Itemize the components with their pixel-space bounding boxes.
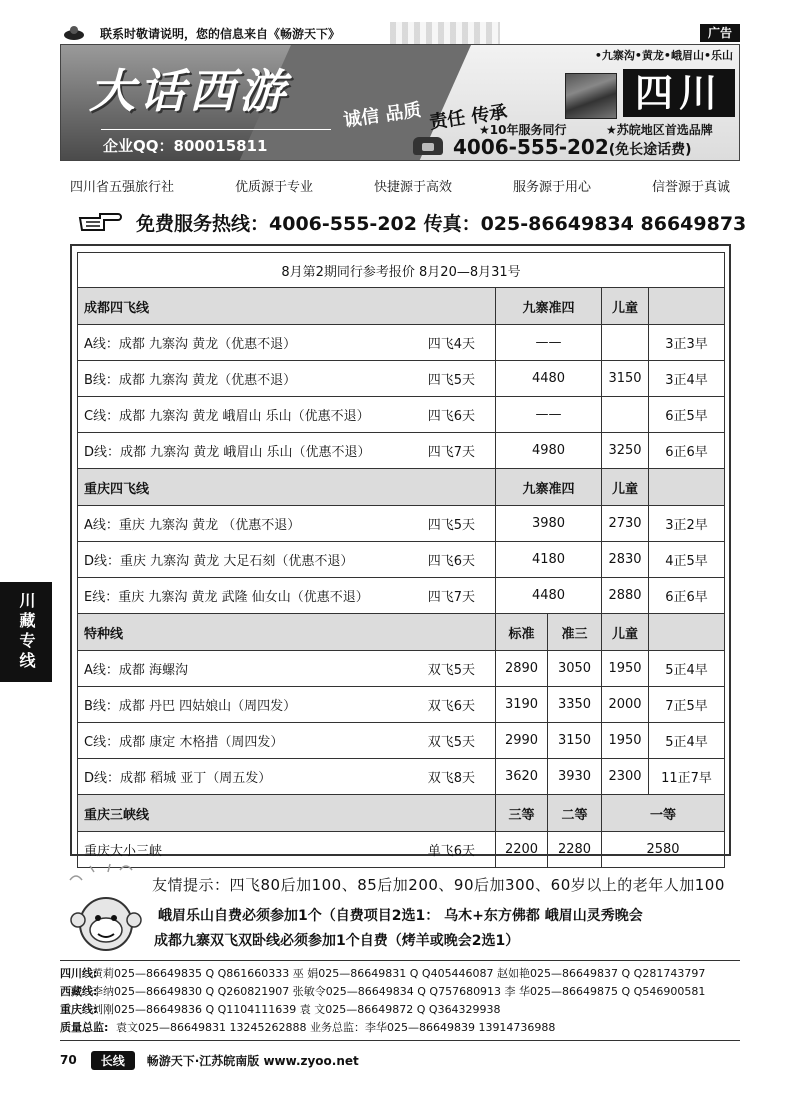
motto-item: 优质源于专业 [234,180,313,195]
hotline-fax: 免费服务热线：4006-555-202 传真：025-86649834 86649873 [136,213,747,235]
side-tab: 川藏专线 [0,582,52,682]
route-line [84,550,489,569]
route-line [84,514,489,533]
contact-row [60,1001,740,1019]
route-line [84,695,489,714]
table-row [78,397,725,433]
table-caption-row [78,253,725,288]
column-header: 九寨准四 [496,469,602,506]
section-title: 特种线 [78,614,496,651]
meals-cell: 6正6早 [649,433,725,469]
agency-banner [60,44,740,161]
price-table-frame [70,244,731,859]
route-cell [78,325,496,361]
child-price-cell: 3250 [602,433,649,469]
route-line [84,369,489,388]
section-title: 成都四飞线 [78,288,496,325]
table-row [78,723,725,759]
route-duration: 四飞5天 [427,518,475,533]
table-row [78,433,725,469]
price-cell: 3150 [548,723,602,759]
price-cell: 2580 [602,832,725,868]
company-qq: 企业QQ：800015811 [103,137,268,155]
table-row [78,325,725,361]
meals-cell: 11正7早 [649,759,725,795]
column-header-empty [649,614,725,651]
motto-item: 快捷源于高效 [373,180,452,195]
scenery-photo [565,73,617,119]
contact-row [60,965,740,983]
table-row [78,578,725,614]
price-cell: 4480 [496,361,602,397]
child-price-cell: 2300 [602,759,649,795]
child-price-cell: 1950 [602,651,649,687]
route-line [84,586,489,605]
table-row [78,361,725,397]
route-cell [78,361,496,397]
route-duration: 双飞5天 [427,735,475,750]
section-header-row [78,614,725,651]
route-name: D线：成都 稻城 亚丁（周五发） [84,771,272,786]
route-duration: 双飞8天 [427,771,475,786]
hotline-number: 4006-555-202 [453,135,609,159]
motto-item: 信誉源于真诚 [651,180,730,195]
tagline-brand: ★苏皖地区首选品牌 [606,123,713,137]
self-pay-note-2: 成都九寨双飞双卧线必须参加1个自费（烤羊或晚会2选1） [154,933,520,949]
table-row [78,651,725,687]
price-cell: 2200 [496,832,548,868]
tagline-service: ★10年服务同行 [479,123,567,137]
route-name: A线：重庆 九寨沟 黄龙 （优惠不退） [84,518,301,533]
hotline-row [78,206,747,240]
contact-label: 质量总监: [60,1021,109,1034]
section-title: 重庆四飞线 [78,469,496,506]
publisher-logo-icon [62,25,86,41]
page-number: 70 [60,1053,77,1067]
column-header: 儿童 [602,288,649,325]
column-header: 一等 [602,795,725,832]
route-cell [78,578,496,614]
price-cell: 4180 [496,542,602,578]
pointing-hand-icon [78,210,122,234]
price-cell: 3930 [548,759,602,795]
route-name: B线：成都 丹巴 四姑娘山（周四发） [84,699,297,714]
meals-cell: 3正4早 [649,361,725,397]
table-caption: 8月第2期同行参考报价 8月20—8月31号 [78,253,725,288]
price-cell: —— [496,397,602,433]
column-header: 九寨准四 [496,288,602,325]
route-name: C线：成都 九寨沟 黄龙 峨眉山 乐山（优惠不退） [84,409,370,424]
price-cell: 3050 [548,651,602,687]
route-name: C线：成都 康定 木格措（周四发） [84,735,284,750]
meals-cell: 5正4早 [649,723,725,759]
column-header: 儿童 [602,614,649,651]
source-note: 联系时敬请说明，您的信息来自《畅游天下》 [100,27,341,41]
slogan-right: 责任 传承 [428,101,509,134]
contact-row [60,1019,740,1037]
contact-label: 重庆线: [60,1003,98,1016]
price-cell: 3980 [496,506,602,542]
brand-logo: 大话西游 [89,64,289,118]
meals-cell: 3正2早 [649,506,725,542]
contact-label: 四川线: [60,967,98,980]
contact-list [60,960,740,1037]
meals-cell: 6正5早 [649,397,725,433]
telephone-icon [413,137,443,155]
route-line [84,767,489,786]
contact-value: 黄莉025—86649835 Q Q861660333 巫 娟025—86649831 Q Q405446087 赵如艳025—86649837 Q Q281743797 [92,967,706,980]
child-price-cell [602,325,649,361]
route-cell [78,723,496,759]
price-cell: 2890 [496,651,548,687]
route-duration: 四飞7天 [427,590,475,605]
child-price-cell: 3150 [602,361,649,397]
meals-cell: 4正5早 [649,542,725,578]
destinations: •九寨沟•黄龙•峨眉山•乐山 [594,49,733,62]
contact-label: 西藏线: [60,985,98,998]
motto-item: 服务源于用心 [512,180,591,195]
route-name: D线：成都 九寨沟 黄龙 峨眉山 乐山（优惠不退） [84,445,371,460]
monkey-mascot-icon [60,860,152,956]
section-title: 重庆三峡线 [78,795,496,832]
route-cell [78,433,496,469]
slogan-left: 诚信 品质 [342,99,423,132]
child-price-cell: 2730 [602,506,649,542]
footer-divider [60,1040,740,1041]
route-duration: 四飞4天 [427,337,475,352]
route-cell [78,759,496,795]
motto-row [70,176,730,195]
route-duration: 四飞6天 [427,554,475,569]
column-header: 标准 [496,614,548,651]
route-cell [78,687,496,723]
child-price-cell: 2880 [602,578,649,614]
price-cell: 2990 [496,723,548,759]
route-duration: 四飞6天 [427,409,475,424]
table-row [78,759,725,795]
price-cell: 4480 [496,578,602,614]
meals-cell: 6正6早 [649,578,725,614]
column-header: 二等 [548,795,602,832]
price-table [77,252,725,868]
province-badge: 四川 [623,69,735,117]
route-line [84,405,489,424]
section-header-row [78,469,725,506]
section-header-row [78,288,725,325]
price-cell: —— [496,325,602,361]
contact-row [60,983,740,1001]
hotline-note: (免长途话费) [608,142,692,158]
self-pay-note-1: 峨眉乐山自费必须参加1个（自费项目2选1： 乌木+东方佛都 峨眉山灵秀晚会 [158,908,643,924]
route-name: D线：重庆 九寨沟 黄龙 大足石刻（优惠不退） [84,554,354,569]
route-line [84,840,489,859]
category-badge: 长线 [91,1051,135,1070]
route-line [84,441,489,460]
friendly-tip: 友情提示：四飞80后加100、85后加200、90后加300、60岁以上的老年人加100 [152,876,725,894]
route-name: E线：重庆 九寨沟 黄龙 武隆 仙女山（优惠不退） [84,590,369,605]
meals-cell: 5正4早 [649,651,725,687]
table-row [78,542,725,578]
section-header-row [78,795,725,832]
route-line [84,333,489,352]
contact-value: 刘刚025—86649836 Q Q1104111639 袁 文025—86649872 Q Q364329938 [92,1003,501,1016]
route-duration: 四飞5天 [427,373,475,388]
table-row [78,832,725,868]
column-header: 准三 [548,614,602,651]
price-cell: 4980 [496,433,602,469]
route-duration: 双飞6天 [427,699,475,714]
child-price-cell: 1950 [602,723,649,759]
column-header: 三等 [496,795,548,832]
route-cell [78,397,496,433]
price-cell: 3620 [496,759,548,795]
divider [101,129,331,130]
decorative-pattern [390,22,500,44]
route-name: A线：成都 九寨沟 黄龙（优惠不退） [84,337,297,352]
column-header-empty [649,469,725,506]
ad-tag: 广告 [700,24,740,42]
route-duration: 双飞5天 [427,663,475,678]
contact-value: 袁文025—86649831 13245262888 业务总监：李华025—86649839 13914736988 [116,1021,556,1034]
child-price-cell: 2000 [602,687,649,723]
route-line [84,659,489,678]
route-name: B线：成都 九寨沟 黄龙（优惠不退） [84,373,297,388]
table-row [78,506,725,542]
route-duration: 四飞7天 [427,445,475,460]
meals-cell: 3正3早 [649,325,725,361]
price-cell: 3190 [496,687,548,723]
route-name: A线：成都 海螺沟 [84,663,189,678]
banner-hotline [453,135,692,159]
route-duration: 单飞6天 [427,844,475,859]
motto-item: 四川省五强旅行社 [70,180,175,195]
page-footer [60,1050,359,1070]
meals-cell: 7正5早 [649,687,725,723]
route-cell [78,651,496,687]
top-strip [60,22,740,44]
price-cell: 2280 [548,832,602,868]
publication-name: 畅游天下·江苏皖南版 www.zyoo.net [146,1053,359,1068]
table-row [78,687,725,723]
column-header-empty [649,288,725,325]
price-cell: 3350 [548,687,602,723]
column-header: 儿童 [602,469,649,506]
child-price-cell: 2830 [602,542,649,578]
child-price-cell [602,397,649,433]
contact-value: 李纳025—86649830 Q Q260821907 张敏令025—86649834 Q Q757680913 李 华025—86649875 Q Q546900581 [92,985,706,998]
route-line [84,731,489,750]
route-name: 重庆大小三峡 [84,844,163,859]
route-cell [78,542,496,578]
route-cell [78,506,496,542]
